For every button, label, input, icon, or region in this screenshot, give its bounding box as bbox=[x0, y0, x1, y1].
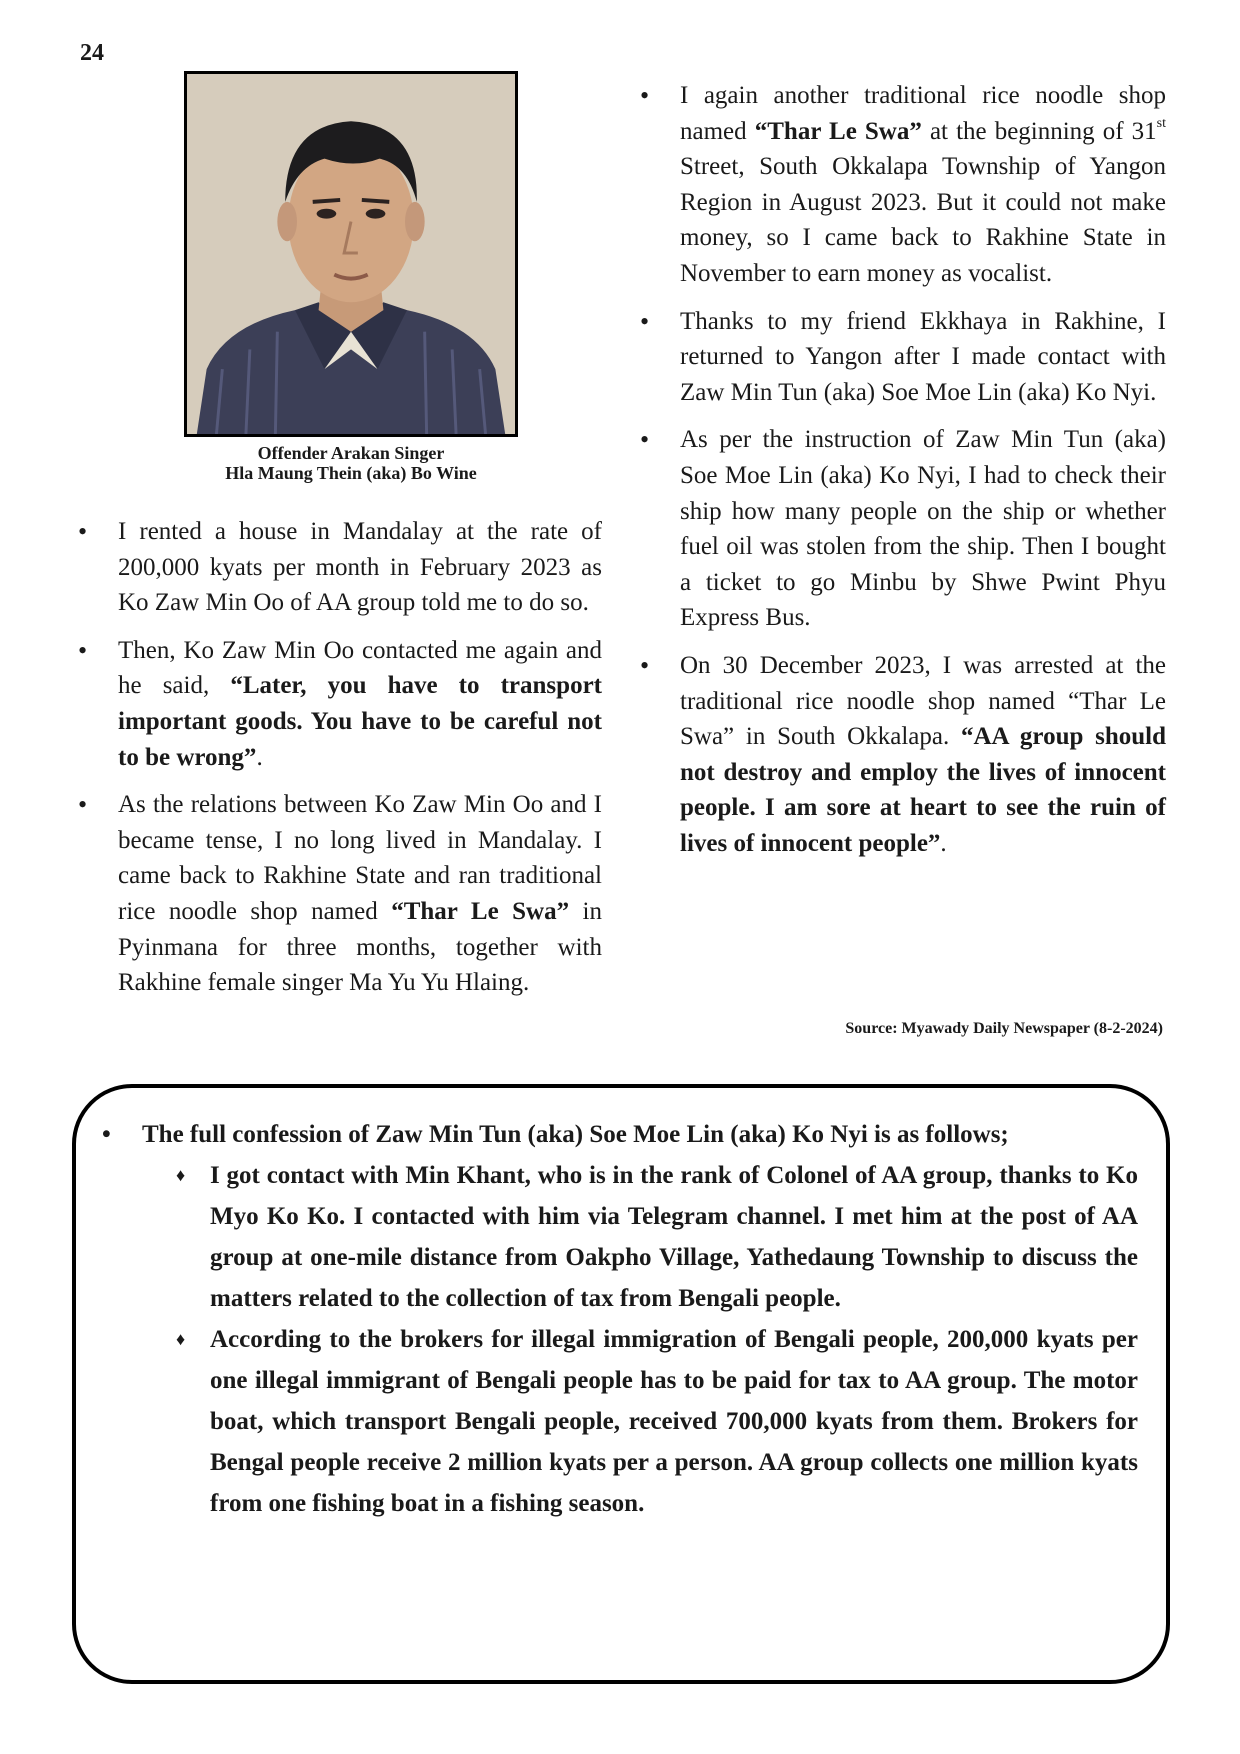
caption-line-1: Offender Arakan Singer bbox=[257, 443, 445, 463]
photo-caption bbox=[184, 443, 518, 483]
confession-intro: • The full confession of Zaw Min Tun (aka) Soe Moe Lin (aka) Ko Nyi is as follows; bbox=[102, 1114, 1138, 1155]
list-item: • On 30 December 2023, I was arrested at the traditional rice noodle shop named “Thar Le Swa” in South Okkalapa. “AA group should not destroy and employ the lives of innocent people. I am sore at heart to see the ruin of lives of innocent people”. bbox=[640, 648, 1166, 862]
quote: “AA group should not destroy and employ the lives of innocent people. I am sore at heart to see the ruin of lives of innocent people” bbox=[680, 723, 1166, 857]
list-item: • I again another traditional rice noodle shop named “Thar Le Swa” at the beginning of 31st Street, South Okkalapa Township of Yangon Region in August 2023. But it could not make money, so I came back to Rakhine State in November to earn money as vocalist. bbox=[640, 78, 1166, 292]
list-item: • I rented a house in Mandalay at the rate of 200,000 kyats per month in February 2023 as Ko Zaw Min Oo of AA group told me to do so. bbox=[78, 514, 602, 621]
list-item: • Thanks to my friend Ekkhaya in Rakhine, I returned to Yangon after I made contact with Zaw Min Tun (aka) Soe Moe Lin (aka) Ko Nyi. bbox=[640, 304, 1166, 411]
list-item: ♦ According to the brokers for illegal immigration of Bengali people, 200,000 kyats per one illegal immigrant of Bengali people has to be paid for tax to AA group. The motor boat, which transport Bengali people, received 700,000 kyats from them. Brokers for Bengal people receive 2 million kyats per a person. AA group collects one million kyats from one fishing boat in a fishing season. bbox=[176, 1319, 1138, 1524]
list-item: ♦ I got contact with Min Khant, who is in the rank of Colonel of AA group, thanks to Ko Myo Ko Ko. I contacted with him via Telegram channel. I met him at the post of AA group at one-mile distance from Oakpho Village, Yathedaung Township to discuss the matters related to the collection of tax from Bengali people. bbox=[176, 1155, 1138, 1319]
shop-name: “Thar Le Swa” bbox=[391, 897, 570, 925]
page-number: 24 bbox=[80, 40, 104, 66]
portrait-illustration bbox=[187, 74, 515, 434]
confession-content bbox=[102, 1114, 1138, 1524]
right-column bbox=[640, 78, 1166, 873]
portrait-photo bbox=[184, 71, 518, 437]
list-item: • As the relations between Ko Zaw Min Oo and I became tense, I no long lived in Mandalay. I came back to Rakhine State and ran traditional rice noodle shop named “Thar Le Swa” in Pyinmana for three months, together with Rakhine female singer Ma Yu Yu Hlaing. bbox=[78, 787, 602, 1001]
source-citation: Source: Myawady Daily Newspaper (8-2-2024) bbox=[845, 1020, 1163, 1037]
shop-name: “Thar Le Swa” bbox=[754, 117, 922, 145]
left-column bbox=[78, 514, 602, 1013]
caption-line-2: Hla Maung Thein (aka) Bo Wine bbox=[225, 463, 477, 483]
quote: “Later, you have to transport important goods. You have to be careful not to be wrong” bbox=[118, 672, 602, 771]
list-item: • Then, Ko Zaw Min Oo contacted me again and he said, “Later, you have to transport important goods. You have to be careful not to be wrong”. bbox=[78, 633, 602, 775]
list-item: • As per the instruction of Zaw Min Tun (aka) Soe Moe Lin (aka) Ko Nyi, I had to check their ship how many people on the ship or whether fuel oil was stolen from the ship. Then I bought a ticket to go Minbu by Shwe Pwint Phyu Express Bus. bbox=[640, 422, 1166, 636]
